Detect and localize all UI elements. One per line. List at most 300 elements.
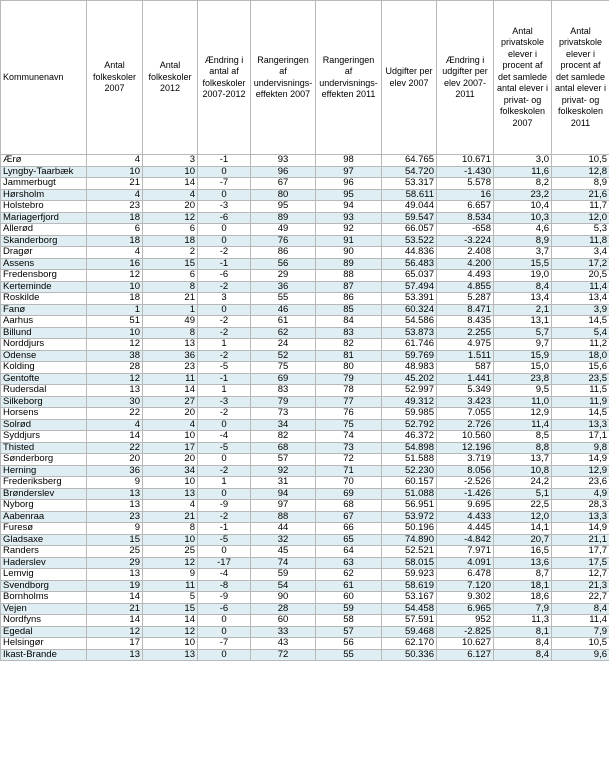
table-cell: 13 [87, 569, 143, 581]
municipality-name-cell: Fanø [1, 304, 87, 316]
table-cell: 36 [87, 465, 143, 477]
table-cell: 21,3 [552, 580, 609, 592]
table-cell: 46 [251, 304, 316, 316]
table-cell: 17 [143, 442, 198, 454]
table-cell: 9,6 [552, 649, 609, 661]
table-cell: 2.726 [437, 419, 494, 431]
table-cell: 63 [316, 557, 382, 569]
table-cell: 14 [143, 178, 198, 190]
table-cell: 4 [143, 500, 198, 512]
table-cell: 52 [251, 350, 316, 362]
table-cell: 21 [143, 511, 198, 523]
table-cell: 3,9 [552, 304, 609, 316]
table-cell: 89 [251, 212, 316, 224]
municipality-name-cell: Odense [1, 350, 87, 362]
table-cell: -1 [198, 155, 251, 167]
table-cell: 14,9 [552, 454, 609, 466]
table-cell: 11,2 [552, 339, 609, 351]
table-cell: 49.312 [382, 396, 437, 408]
table-cell: 11,7 [552, 201, 609, 213]
municipality-name-cell: Ærø [1, 155, 87, 167]
table-cell: 59 [316, 603, 382, 615]
municipality-name-cell: Herning [1, 465, 87, 477]
table-cell: 0 [198, 166, 251, 178]
municipality-name-cell: Holstebro [1, 201, 87, 213]
table-cell: 0 [198, 626, 251, 638]
table-cell: 54.720 [382, 166, 437, 178]
table-cell: 10.671 [437, 155, 494, 167]
table-cell: 50.196 [382, 523, 437, 535]
table-cell: 10.560 [437, 431, 494, 443]
table-row [1, 316, 609, 328]
table-row [1, 373, 609, 385]
table-cell: -4 [198, 431, 251, 443]
table-cell: 70 [316, 477, 382, 489]
table-cell: 11,5 [552, 385, 609, 397]
table-cell: 1 [143, 304, 198, 316]
table-cell: 13,3 [552, 511, 609, 523]
table-cell: 14,5 [552, 408, 609, 420]
table-cell: 31 [251, 477, 316, 489]
table-cell: 51 [87, 316, 143, 328]
table-cell: 13,4 [494, 293, 552, 305]
table-cell: 21,1 [552, 534, 609, 546]
table-cell: 45.202 [382, 373, 437, 385]
table-row [1, 189, 609, 201]
table-cell: 22 [87, 442, 143, 454]
table-cell: 6 [143, 224, 198, 236]
table-cell: 2 [143, 247, 198, 259]
table-cell: 5.349 [437, 385, 494, 397]
table-cell: 57 [251, 454, 316, 466]
municipality-name-cell: Syddjurs [1, 431, 87, 443]
table-cell: -6 [198, 603, 251, 615]
table-cell: 8.471 [437, 304, 494, 316]
table-cell: 4 [87, 155, 143, 167]
table-cell: 20 [87, 454, 143, 466]
table-cell: 53.873 [382, 327, 437, 339]
table-cell: 80 [316, 362, 382, 374]
table-cell: 8,4 [552, 603, 609, 615]
table-cell: 10 [143, 638, 198, 650]
table-cell: 77 [316, 396, 382, 408]
table-cell: 51.588 [382, 454, 437, 466]
table-cell: 34 [143, 465, 198, 477]
table-cell: 65 [316, 534, 382, 546]
table-row [1, 350, 609, 362]
table-cell: -4 [198, 569, 251, 581]
table-cell: 95 [316, 189, 382, 201]
table-cell: 11,6 [494, 166, 552, 178]
table-cell: 59.468 [382, 626, 437, 638]
table-cell: 20 [143, 201, 198, 213]
table-cell: 10 [87, 281, 143, 293]
column-header: Antal privatskole elever i procent af det samlede antal elever i privat- og folkeskolen 2007 [494, 1, 552, 155]
table-cell: 12,9 [552, 465, 609, 477]
table-cell: 18,1 [494, 580, 552, 592]
table-cell: -5 [198, 362, 251, 374]
table-cell: 4 [87, 419, 143, 431]
table-cell: 10 [143, 477, 198, 489]
table-cell: 53.317 [382, 178, 437, 190]
table-cell: 13,6 [494, 557, 552, 569]
table-cell: 18 [87, 293, 143, 305]
table-cell: 38 [87, 350, 143, 362]
table-cell: 58.015 [382, 557, 437, 569]
table-cell: 17,7 [552, 546, 609, 558]
table-cell: 12 [143, 557, 198, 569]
table-cell: 8.534 [437, 212, 494, 224]
table-cell: 22,5 [494, 500, 552, 512]
table-cell: 18 [143, 235, 198, 247]
table-cell: -5 [198, 442, 251, 454]
table-cell: -17 [198, 557, 251, 569]
municipality-name-cell: Rudersdal [1, 385, 87, 397]
table-cell: 10 [87, 166, 143, 178]
table-row [1, 155, 609, 167]
table-cell: 53.522 [382, 235, 437, 247]
table-row [1, 396, 609, 408]
table-row [1, 615, 609, 627]
table-cell: 54.458 [382, 603, 437, 615]
table-cell: 1 [198, 339, 251, 351]
table-row [1, 419, 609, 431]
municipality-name-cell: Randers [1, 546, 87, 558]
table-cell: -7 [198, 638, 251, 650]
table-cell: -8 [198, 580, 251, 592]
table-cell: 2.255 [437, 327, 494, 339]
table-cell: 4.855 [437, 281, 494, 293]
table-row [1, 431, 609, 443]
table-cell: 14 [87, 615, 143, 627]
table-cell: 5.578 [437, 178, 494, 190]
table-cell: 57.591 [382, 615, 437, 627]
table-cell: 21 [87, 178, 143, 190]
table-cell: 52.230 [382, 465, 437, 477]
table-cell: 7,9 [552, 626, 609, 638]
table-cell: 59 [251, 569, 316, 581]
table-cell: 23 [87, 511, 143, 523]
column-header: Udgifter per elev 2007 [382, 1, 437, 155]
table-cell: -6 [198, 270, 251, 282]
table-cell: 14 [87, 592, 143, 604]
table-cell: 8,4 [494, 638, 552, 650]
table-cell: 32 [251, 534, 316, 546]
table-row [1, 166, 609, 178]
table-cell: -658 [437, 224, 494, 236]
table-cell: 6.127 [437, 649, 494, 661]
table-cell: 60.324 [382, 304, 437, 316]
header-row [1, 1, 609, 155]
table-row [1, 500, 609, 512]
table-cell: 3.719 [437, 454, 494, 466]
table-cell: 28 [87, 362, 143, 374]
table-cell: 96 [316, 178, 382, 190]
municipality-name-cell: Egedal [1, 626, 87, 638]
table-cell: 8,5 [494, 431, 552, 443]
table-cell: 79 [316, 373, 382, 385]
table-cell: 14,5 [552, 316, 609, 328]
table-body [1, 155, 609, 661]
table-cell: 73 [316, 442, 382, 454]
table-cell: 6.965 [437, 603, 494, 615]
table-cell: 10,8 [494, 465, 552, 477]
table-cell: 20 [143, 454, 198, 466]
table-cell: 9,7 [494, 339, 552, 351]
table-cell: 15 [87, 534, 143, 546]
municipality-name-cell: Roskilde [1, 293, 87, 305]
table-cell: 69 [316, 488, 382, 500]
table-cell: 5.287 [437, 293, 494, 305]
table-cell: 13 [87, 500, 143, 512]
municipality-name-cell: Kolding [1, 362, 87, 374]
table-cell: 18,0 [552, 350, 609, 362]
table-cell: 62 [316, 569, 382, 581]
table-cell: 12.196 [437, 442, 494, 454]
table-cell: 90 [316, 247, 382, 259]
table-cell: 92 [251, 465, 316, 477]
column-header: Kommunenavn [1, 1, 87, 155]
table-cell: 4.493 [437, 270, 494, 282]
table-cell: 5,3 [552, 224, 609, 236]
municipality-name-cell: Sønderborg [1, 454, 87, 466]
table-cell: -2.526 [437, 477, 494, 489]
table-row [1, 488, 609, 500]
municipality-name-cell: Gladsaxe [1, 534, 87, 546]
table-cell: -4.842 [437, 534, 494, 546]
table-row [1, 212, 609, 224]
table-cell: 14 [143, 385, 198, 397]
table-cell: 64 [316, 546, 382, 558]
table-cell: 7.971 [437, 546, 494, 558]
table-cell: 55 [316, 649, 382, 661]
municipality-name-cell: Lyngby-Taarbæk [1, 166, 87, 178]
table-cell: 75 [316, 419, 382, 431]
table-row [1, 293, 609, 305]
table-cell: -2 [198, 408, 251, 420]
table-cell: -1 [198, 373, 251, 385]
table-cell: -1.426 [437, 488, 494, 500]
table-cell: 82 [251, 431, 316, 443]
table-cell: 13 [87, 385, 143, 397]
table-cell: 68 [251, 442, 316, 454]
table-cell: 11,4 [552, 281, 609, 293]
table-cell: 54.586 [382, 316, 437, 328]
table-cell: 58.611 [382, 189, 437, 201]
table-cell: 13 [143, 488, 198, 500]
table-cell: 53.167 [382, 592, 437, 604]
table-cell: 20,7 [494, 534, 552, 546]
table-cell: 15,6 [552, 362, 609, 374]
table-cell: 9 [87, 477, 143, 489]
table-cell: 13 [143, 649, 198, 661]
table-row [1, 327, 609, 339]
table-cell: 67 [251, 178, 316, 190]
table-cell: 6 [87, 224, 143, 236]
table-cell: 48.983 [382, 362, 437, 374]
municipality-name-cell: Hørsholm [1, 189, 87, 201]
table-cell: 22,7 [552, 592, 609, 604]
table-cell: 58 [316, 615, 382, 627]
table-row [1, 235, 609, 247]
table-cell: 15 [143, 258, 198, 270]
table-cell: 11 [143, 373, 198, 385]
table-cell: 8,1 [494, 626, 552, 638]
table-row [1, 649, 609, 661]
table-cell: 94 [251, 488, 316, 500]
municipality-name-cell: Nordfyns [1, 615, 87, 627]
table-row [1, 304, 609, 316]
table-cell: 51.088 [382, 488, 437, 500]
column-header: Antal privatskole elever i procent af det samlede antal elever i privat- og folkeskolen 2011 [552, 1, 609, 155]
table-cell: -2 [198, 281, 251, 293]
table-cell: 0 [198, 454, 251, 466]
table-cell: -2 [198, 350, 251, 362]
municipality-name-cell: Fredensborg [1, 270, 87, 282]
table-cell: 61 [251, 316, 316, 328]
table-cell: 4,9 [552, 488, 609, 500]
table-cell: 49 [251, 224, 316, 236]
municipality-name-cell: Brønderslev [1, 488, 87, 500]
table-cell: 18 [87, 212, 143, 224]
table-cell: 10.627 [437, 638, 494, 650]
table-cell: 93 [316, 212, 382, 224]
table-cell: 4.433 [437, 511, 494, 523]
table-cell: 15,9 [494, 350, 552, 362]
table-cell: 60 [251, 615, 316, 627]
municipality-name-cell: Lemvig [1, 569, 87, 581]
table-row [1, 408, 609, 420]
table-cell: 57.494 [382, 281, 437, 293]
municipality-name-cell: Horsens [1, 408, 87, 420]
table-cell: -1 [198, 523, 251, 535]
table-cell: 3,7 [494, 247, 552, 259]
table-cell: 10 [143, 534, 198, 546]
table-cell: 62 [251, 327, 316, 339]
municipality-name-cell: Jammerbugt [1, 178, 87, 190]
table-cell: 13 [87, 488, 143, 500]
table-cell: 13,7 [494, 454, 552, 466]
table-cell: 54.898 [382, 442, 437, 454]
table-cell: 13 [143, 339, 198, 351]
table-cell: -7 [198, 178, 251, 190]
table-cell: 3 [143, 155, 198, 167]
table-cell: 12 [87, 626, 143, 638]
table-cell: 8 [143, 523, 198, 535]
table-cell: 81 [316, 350, 382, 362]
table-cell: 4,6 [494, 224, 552, 236]
table-cell: 7.055 [437, 408, 494, 420]
table-cell: 68 [316, 500, 382, 512]
table-cell: 11,9 [552, 396, 609, 408]
table-cell: 8 [143, 327, 198, 339]
table-cell: 46.372 [382, 431, 437, 443]
table-cell: 3,0 [494, 155, 552, 167]
table-cell: 10,5 [552, 155, 609, 167]
table-cell: 10 [87, 327, 143, 339]
table-cell: 25 [143, 546, 198, 558]
table-cell: -2 [198, 465, 251, 477]
column-header: Rangeringen af undervisnings-effekten 2007 [251, 1, 316, 155]
table-cell: 59.985 [382, 408, 437, 420]
municipality-name-cell: Helsingør [1, 638, 87, 650]
table-cell: -2 [198, 511, 251, 523]
table-row [1, 442, 609, 454]
table-cell: 50.336 [382, 649, 437, 661]
table-cell: 4 [143, 419, 198, 431]
table-cell: 16 [87, 258, 143, 270]
table-cell: 20 [143, 408, 198, 420]
column-header: Antal folkeskoler 2007 [87, 1, 143, 155]
table-cell: 12 [87, 373, 143, 385]
table-cell: 1 [87, 304, 143, 316]
table-cell: -2 [198, 316, 251, 328]
table-row [1, 454, 609, 466]
column-header: Ændring i udgifter per elev 2007-2011 [437, 1, 494, 155]
municipality-name-cell: Allerød [1, 224, 87, 236]
table-cell: 76 [251, 235, 316, 247]
table-cell: -3 [198, 396, 251, 408]
table-cell: 52.792 [382, 419, 437, 431]
table-cell: 1 [198, 477, 251, 489]
table-cell: 5,7 [494, 327, 552, 339]
table-cell: -2.825 [437, 626, 494, 638]
table-cell: 75 [251, 362, 316, 374]
municipality-name-cell: Thisted [1, 442, 87, 454]
table-cell: 4.091 [437, 557, 494, 569]
table-row [1, 592, 609, 604]
table-cell: 0 [198, 189, 251, 201]
table-cell: 8,7 [494, 569, 552, 581]
municipality-name-cell: Ikast-Brande [1, 649, 87, 661]
table-row [1, 224, 609, 236]
table-cell: 4.975 [437, 339, 494, 351]
table-cell: 72 [251, 649, 316, 661]
table-cell: 12 [143, 212, 198, 224]
table-cell: 52.521 [382, 546, 437, 558]
table-cell: 94 [316, 201, 382, 213]
table-cell: 10 [143, 431, 198, 443]
table-cell: 30 [87, 396, 143, 408]
table-cell: 12,0 [494, 511, 552, 523]
municipality-name-cell: Bornholms [1, 592, 87, 604]
table-cell: 61.746 [382, 339, 437, 351]
table-cell: 15 [143, 603, 198, 615]
municipality-name-cell: Kerteminde [1, 281, 87, 293]
table-cell: 93 [251, 155, 316, 167]
table-cell: 19,0 [494, 270, 552, 282]
table-cell: 56.951 [382, 500, 437, 512]
municipality-name-cell: Billund [1, 327, 87, 339]
table-cell: 49 [143, 316, 198, 328]
table-cell: 45 [251, 546, 316, 558]
table-cell: 17,1 [552, 431, 609, 443]
table-row [1, 178, 609, 190]
municipality-name-cell: Gentofte [1, 373, 87, 385]
table-cell: 29 [251, 270, 316, 282]
table-cell: 54 [251, 580, 316, 592]
table-cell: -1 [198, 258, 251, 270]
table-cell: 74 [251, 557, 316, 569]
table-cell: -1.430 [437, 166, 494, 178]
table-cell: 64.765 [382, 155, 437, 167]
table-cell: 6.478 [437, 569, 494, 581]
municipality-name-cell: Assens [1, 258, 87, 270]
table-cell: 91 [316, 235, 382, 247]
municipality-name-cell: Haderslev [1, 557, 87, 569]
municipality-name-cell: Skanderborg [1, 235, 87, 247]
table-header [1, 1, 609, 155]
